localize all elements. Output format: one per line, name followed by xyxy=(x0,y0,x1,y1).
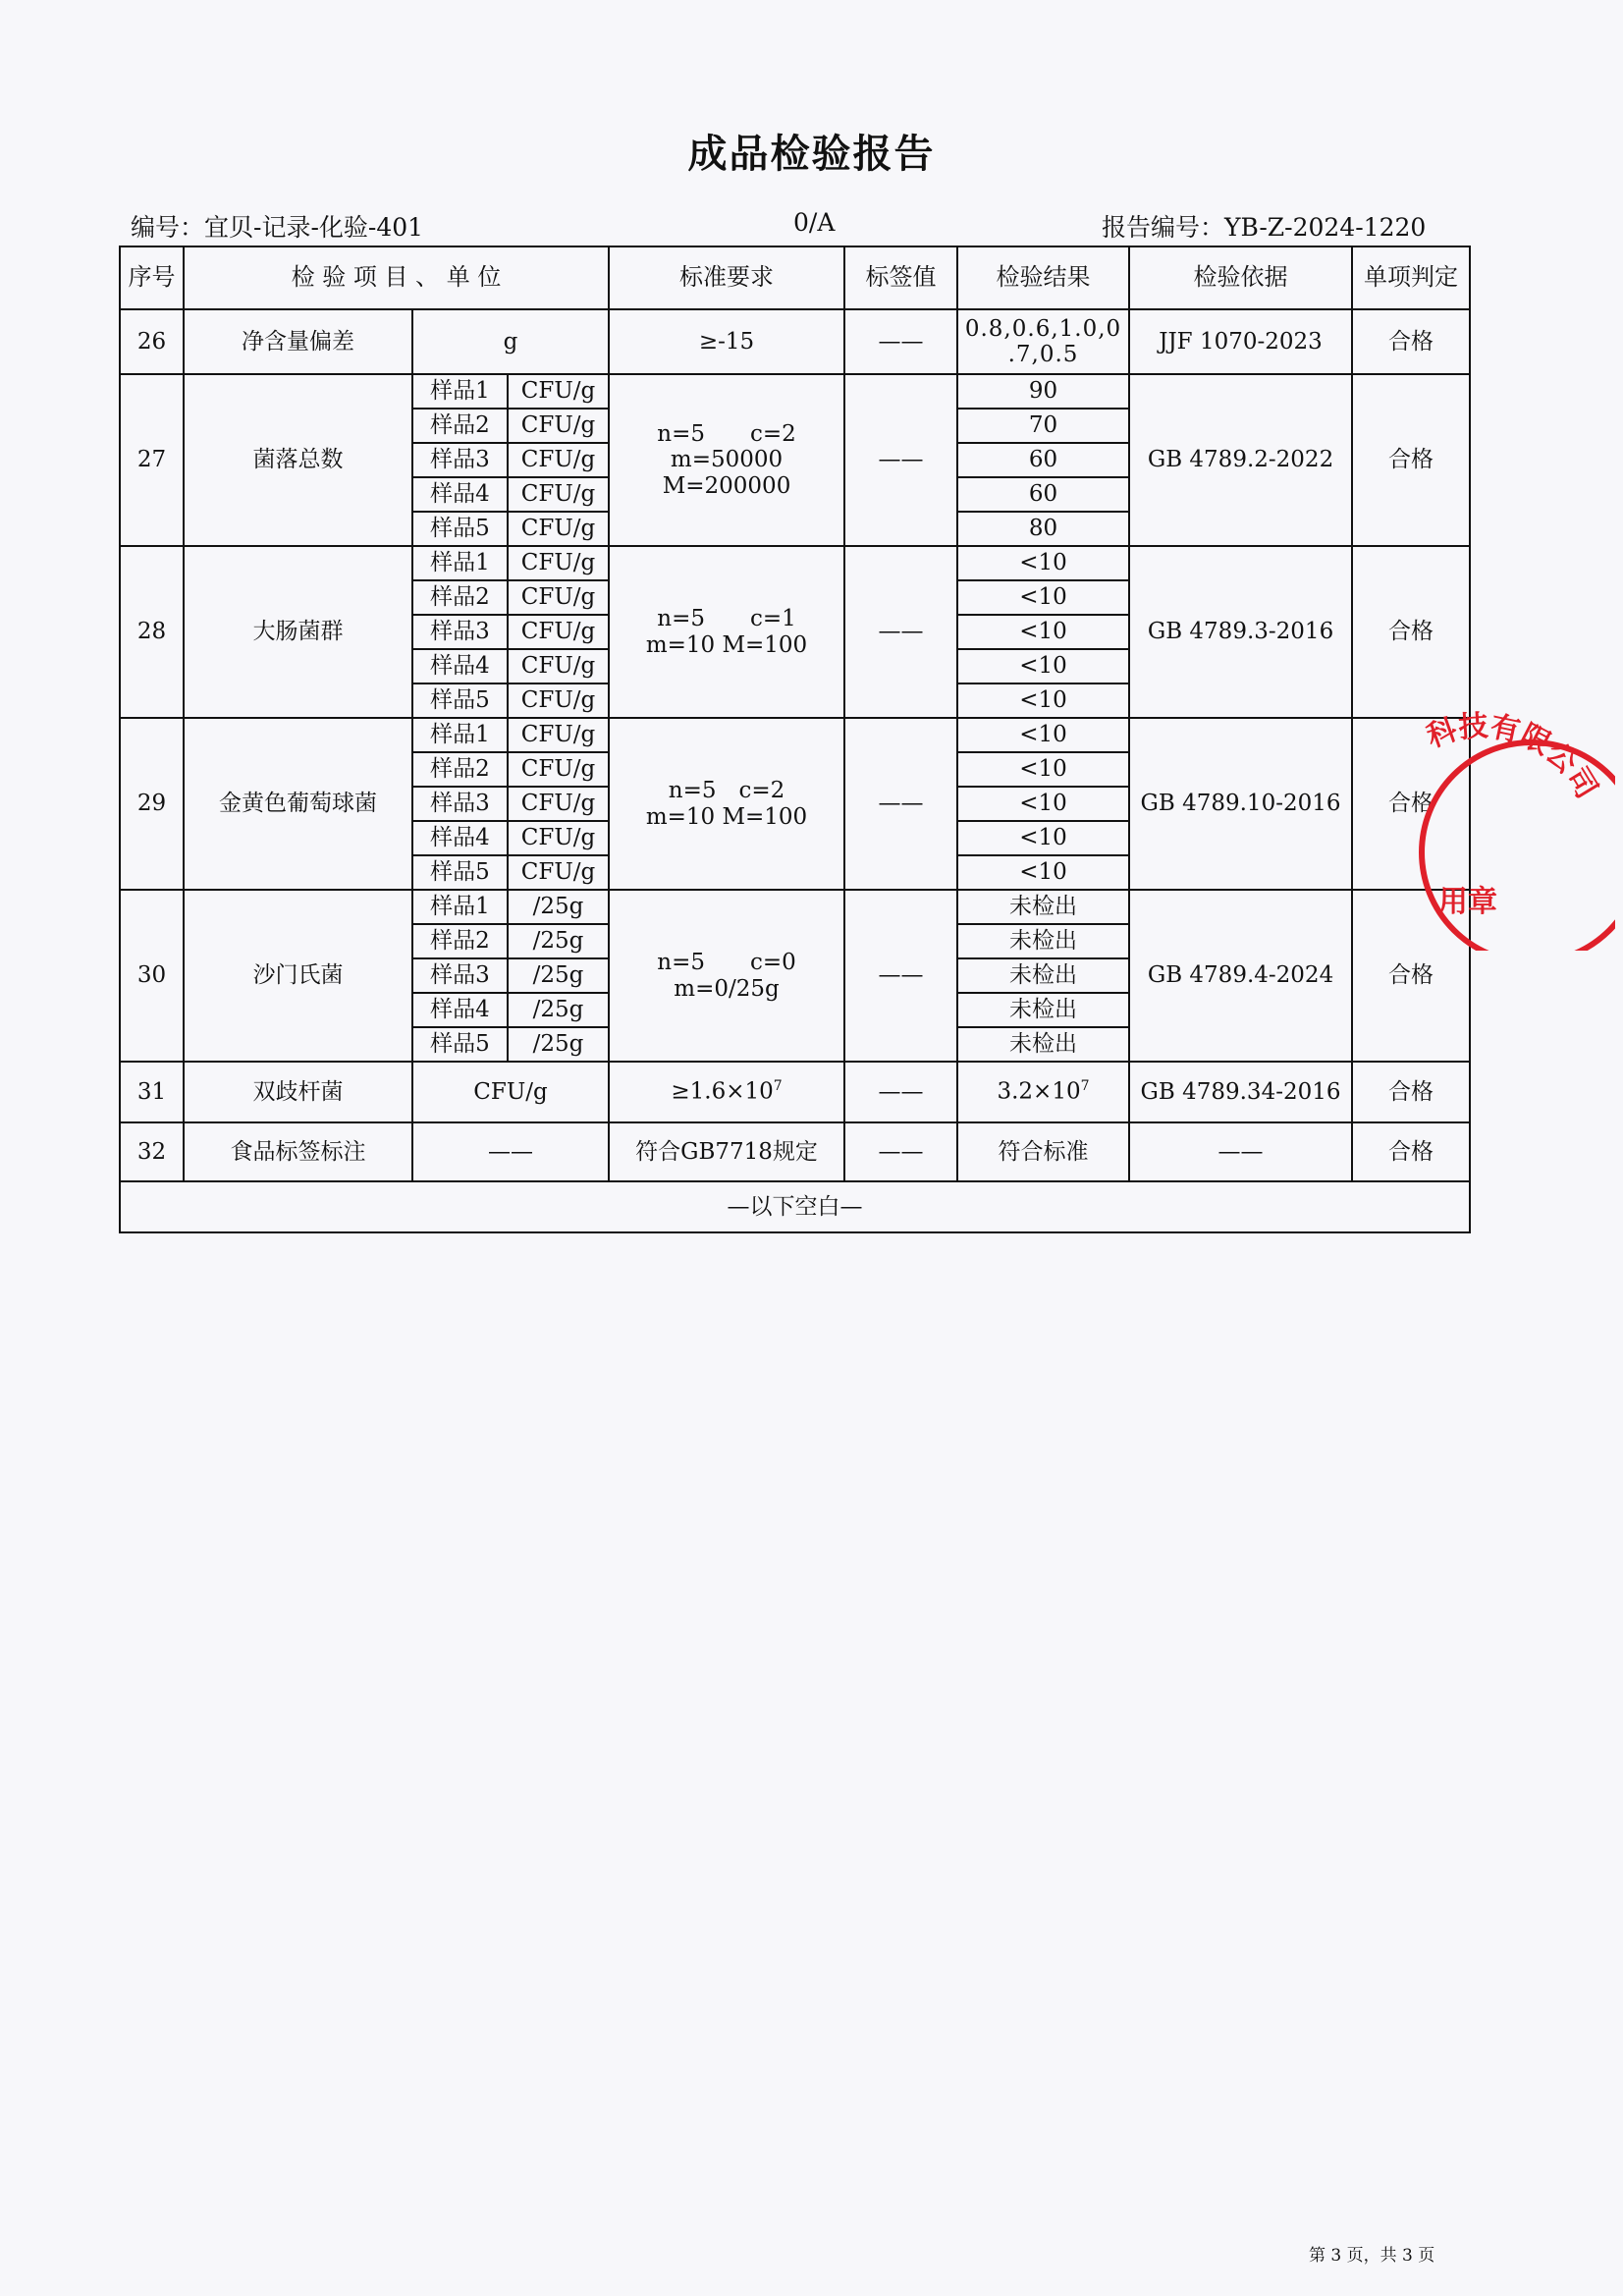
sample-name: 样品2 xyxy=(412,752,508,787)
test-basis: GB 4789.3-2016 xyxy=(1129,546,1352,718)
label-value: —— xyxy=(844,546,957,718)
item-name: 双歧杆菌 xyxy=(184,1062,412,1122)
table-end-row xyxy=(120,1181,1470,1232)
sample-result: 未检出 xyxy=(957,1027,1129,1062)
result-base: 3.2×10 xyxy=(997,1079,1081,1106)
sample-unit: /25g xyxy=(508,1027,609,1062)
sample-result: <10 xyxy=(957,787,1129,821)
sample-result: 未检出 xyxy=(957,993,1129,1027)
table-row xyxy=(120,1062,1470,1122)
table-header-row xyxy=(120,246,1470,309)
header-item: 检 验 项 目 、 单 位 xyxy=(184,246,609,309)
standard-exponent: 7 xyxy=(773,1078,783,1095)
sample-result: <10 xyxy=(957,649,1129,683)
seal-subtext: 用章 xyxy=(1438,885,1497,919)
row-number: 27 xyxy=(120,374,184,546)
sample-unit: CFU/g xyxy=(508,546,609,580)
sample-result: <10 xyxy=(957,580,1129,615)
sample-name: 样品2 xyxy=(412,580,508,615)
test-basis: GB 4789.4-2024 xyxy=(1129,890,1352,1062)
standard-requirement xyxy=(609,546,844,718)
table-row xyxy=(120,546,1470,580)
page-footer: 第 3 页，共 3 页 xyxy=(1309,2246,1435,2266)
header-result: 检验结果 xyxy=(957,246,1129,309)
judgement: 合格 xyxy=(1352,546,1470,718)
standard-requirement xyxy=(609,890,844,1062)
row-number: 26 xyxy=(120,309,184,374)
seal-text: 科技有限公司 xyxy=(1422,708,1604,805)
standard-requirement xyxy=(609,718,844,890)
judgement: 合格 xyxy=(1352,718,1470,890)
label-value: —— xyxy=(844,890,957,1062)
sample-unit: /25g xyxy=(508,924,609,958)
blank-below-note: —以下空白— xyxy=(120,1181,1470,1232)
sample-unit: CFU/g xyxy=(508,855,609,890)
table-row xyxy=(120,890,1470,924)
test-result xyxy=(957,1062,1129,1122)
row-number: 28 xyxy=(120,546,184,718)
row-number: 32 xyxy=(120,1122,184,1181)
sample-name: 样品3 xyxy=(412,958,508,993)
sample-name: 样品1 xyxy=(412,546,508,580)
sample-unit: /25g xyxy=(508,993,609,1027)
sample-name: 样品4 xyxy=(412,821,508,855)
sample-name: 样品3 xyxy=(412,615,508,649)
sample-result: <10 xyxy=(957,752,1129,787)
label-value: —— xyxy=(844,718,957,890)
sample-name: 样品1 xyxy=(412,890,508,924)
sample-result: <10 xyxy=(957,855,1129,890)
header-judgement: 单项判定 xyxy=(1352,246,1470,309)
sample-result: 未检出 xyxy=(957,890,1129,924)
standard-line: m=0/25g xyxy=(674,975,780,1002)
test-basis: GB 4789.10-2016 xyxy=(1129,718,1352,890)
standard-line: m=10 M=100 xyxy=(645,803,808,830)
judgement: 合格 xyxy=(1352,1062,1470,1122)
test-result xyxy=(957,309,1129,374)
item-name: 沙门氏菌 xyxy=(184,890,412,1062)
judgement: 合格 xyxy=(1352,309,1470,374)
sample-unit: CFU/g xyxy=(508,374,609,409)
sample-unit: CFU/g xyxy=(508,821,609,855)
sample-name: 样品4 xyxy=(412,649,508,683)
sample-result: 90 xyxy=(957,374,1129,409)
sample-result: 70 xyxy=(957,409,1129,443)
row-number: 30 xyxy=(120,890,184,1062)
sample-result: <10 xyxy=(957,683,1129,718)
test-basis: JJF 1070-2023 xyxy=(1129,309,1352,374)
sample-result: 未检出 xyxy=(957,958,1129,993)
sample-result: <10 xyxy=(957,821,1129,855)
test-result-line: .7,0.5 xyxy=(1007,342,1079,367)
row-number: 29 xyxy=(120,718,184,890)
label-value: —— xyxy=(844,309,957,374)
standard-line: n=5 c=0 xyxy=(657,950,796,976)
sample-result: <10 xyxy=(957,546,1129,580)
header-standard: 标准要求 xyxy=(609,246,844,309)
sample-result: 未检出 xyxy=(957,924,1129,958)
row-number: 31 xyxy=(120,1062,184,1122)
sample-unit: CFU/g xyxy=(508,615,609,649)
standard-base: ≥1.6×10 xyxy=(671,1079,774,1106)
sample-name: 样品4 xyxy=(412,993,508,1027)
label-value: —— xyxy=(844,1062,957,1122)
test-result: 符合标准 xyxy=(957,1122,1129,1181)
sample-unit: CFU/g xyxy=(508,718,609,752)
item-name: 大肠菌群 xyxy=(184,546,412,718)
header-label-value: 标签值 xyxy=(844,246,957,309)
sample-name: 样品1 xyxy=(412,718,508,752)
sample-unit: CFU/g xyxy=(508,477,609,512)
table-row xyxy=(120,718,1470,752)
sample-name: 样品4 xyxy=(412,477,508,512)
sample-unit: CFU/g xyxy=(508,683,609,718)
sample-name: 样品1 xyxy=(412,374,508,409)
sample-name: 样品3 xyxy=(412,443,508,477)
standard-requirement: 符合GB7718规定 xyxy=(609,1122,844,1181)
label-value: —— xyxy=(844,1122,957,1181)
report-title: 成品检验报告 xyxy=(687,132,936,177)
standard-line: n=5 c=1 xyxy=(657,606,796,632)
item-name: 金黄色葡萄球菌 xyxy=(184,718,412,890)
result-exponent: 7 xyxy=(1080,1078,1090,1095)
standard-line: m=10 M=100 xyxy=(645,631,808,658)
header-seq: 序号 xyxy=(120,246,184,309)
judgement: 合格 xyxy=(1352,1122,1470,1181)
item-name: 菌落总数 xyxy=(184,374,412,546)
item-unit: g xyxy=(412,309,609,374)
sample-name: 样品2 xyxy=(412,924,508,958)
standard-line: n=5 c=2 xyxy=(668,778,785,804)
sample-result: 60 xyxy=(957,443,1129,477)
sample-result: 60 xyxy=(957,477,1129,512)
sample-unit: CFU/g xyxy=(508,580,609,615)
form-code: 编号：宜贝-记录-化验-401 xyxy=(131,213,424,242)
header-basis: 检验依据 xyxy=(1129,246,1352,309)
report-number: 报告编号：YB-Z-2024-1220 xyxy=(1102,213,1427,242)
sample-unit: CFU/g xyxy=(508,649,609,683)
inspection-table xyxy=(119,246,1471,1233)
sample-unit: CFU/g xyxy=(508,443,609,477)
sample-unit: CFU/g xyxy=(508,787,609,821)
sample-unit: /25g xyxy=(508,958,609,993)
label-value: —— xyxy=(844,374,957,546)
item-unit: CFU/g xyxy=(412,1062,609,1122)
test-basis: GB 4789.34-2016 xyxy=(1129,1062,1352,1122)
form-version: 0/A xyxy=(793,208,836,237)
standard-line: n=5 c=2 xyxy=(657,420,796,447)
item-unit: —— xyxy=(412,1122,609,1181)
sample-result: <10 xyxy=(957,615,1129,649)
sample-name: 样品5 xyxy=(412,855,508,890)
sample-unit: CFU/g xyxy=(508,512,609,546)
item-name: 净含量偏差 xyxy=(184,309,412,374)
standard-requirement xyxy=(609,374,844,546)
sample-result: <10 xyxy=(957,718,1129,752)
sample-name: 样品5 xyxy=(412,683,508,718)
test-result-line: 0.8,0.6,1.0,0 xyxy=(964,315,1122,342)
sample-unit: CFU/g xyxy=(508,752,609,787)
sample-name: 样品3 xyxy=(412,787,508,821)
item-name: 食品标签标注 xyxy=(184,1122,412,1181)
table-row xyxy=(120,1122,1470,1181)
test-basis: GB 4789.2-2022 xyxy=(1129,374,1352,546)
judgement: 合格 xyxy=(1352,374,1470,546)
sample-name: 样品5 xyxy=(412,512,508,546)
standard-requirement xyxy=(609,1062,844,1122)
sample-name: 样品2 xyxy=(412,409,508,443)
sample-name: 样品5 xyxy=(412,1027,508,1062)
standard-line: m=50000 M=200000 xyxy=(662,447,791,499)
sample-result: 80 xyxy=(957,512,1129,546)
company-seal xyxy=(1370,705,1615,951)
table-row xyxy=(120,309,1470,374)
sample-unit: CFU/g xyxy=(508,409,609,443)
sample-unit: /25g xyxy=(508,890,609,924)
standard-requirement: ≥-15 xyxy=(609,309,844,374)
table-row xyxy=(120,374,1470,409)
judgement: 合格 xyxy=(1352,890,1470,1062)
test-basis: —— xyxy=(1129,1122,1352,1181)
